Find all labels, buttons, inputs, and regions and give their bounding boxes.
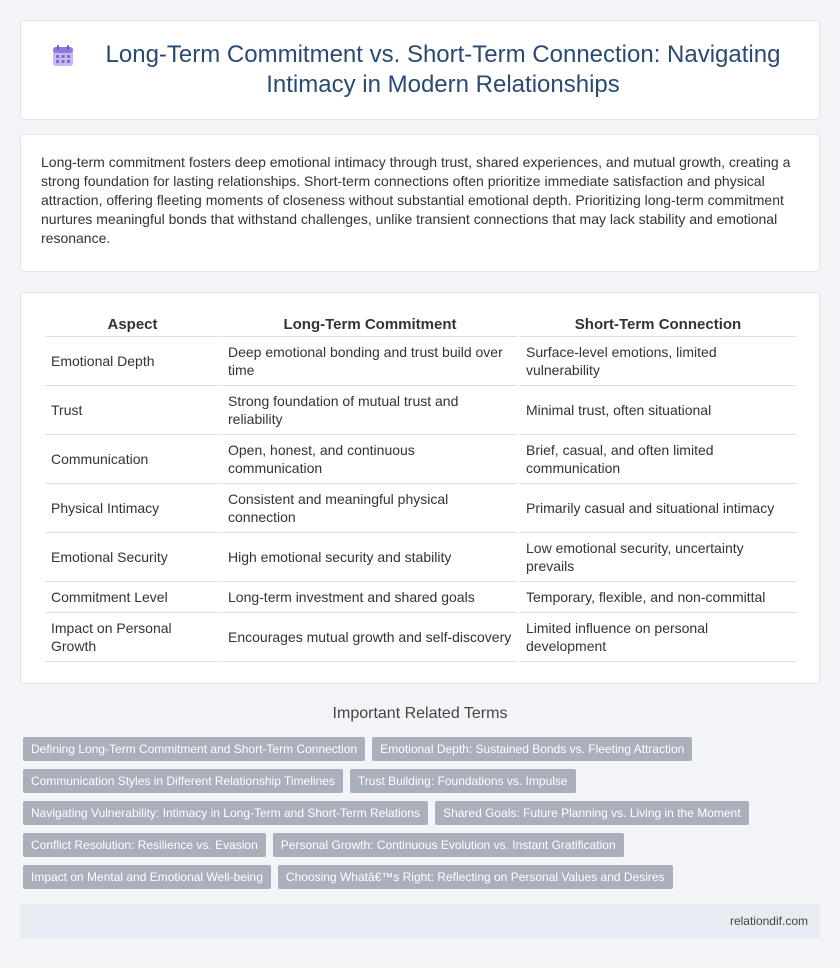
table-cell: Minimal trust, often situational [520, 386, 796, 435]
tag-row [23, 769, 813, 793]
table-cell: Emotional Depth [45, 337, 220, 386]
table-cell: Low emotional security, uncertainty prevails [520, 533, 796, 582]
table-row [45, 533, 796, 582]
related-term-tag[interactable]: Defining Long-Term Commitment and Short-Term Connection [23, 737, 365, 761]
related-term-tag[interactable]: Communication Styles in Different Relationship Timelines [23, 769, 343, 793]
tag-row [23, 833, 813, 857]
related-term-tag[interactable]: Navigating Vulnerability: Intimacy in Long-Term and Short-Term Relations [23, 801, 428, 825]
table-row [45, 337, 796, 386]
footer [20, 904, 820, 938]
table-cell: Impact on Personal Growth [45, 613, 220, 662]
related-term-tag[interactable]: Personal Growth: Continuous Evolution vs. Instant Gratification [273, 833, 624, 857]
table-cell: Long-term investment and shared goals [222, 582, 518, 613]
table-cell: Strong foundation of mutual trust and reliability [222, 386, 518, 435]
column-header: Long-Term Commitment [222, 315, 518, 337]
table-header-row [45, 315, 796, 337]
table-cell: Temporary, flexible, and non-committal [520, 582, 796, 613]
related-term-tag[interactable]: Choosing Whatâ€™s Right: Reflecting on Personal Values and Desires [278, 865, 673, 889]
table-cell: Surface-level emotions, limited vulnerability [520, 337, 796, 386]
table-row [45, 386, 796, 435]
table-row [45, 582, 796, 613]
column-header: Short-Term Connection [520, 315, 796, 337]
table-cell: Physical Intimacy [45, 484, 220, 533]
comparison-table [43, 315, 798, 662]
table-row [45, 484, 796, 533]
related-term-tag[interactable]: Impact on Mental and Emotional Well-being [23, 865, 271, 889]
table-cell: Encourages mutual growth and self-discovery [222, 613, 518, 662]
table-cell: High emotional security and stability [222, 533, 518, 582]
table-cell: Open, honest, and continuous communication [222, 435, 518, 484]
table-row [45, 435, 796, 484]
header-card [20, 20, 820, 120]
table-cell: Consistent and meaningful physical connection [222, 484, 518, 533]
column-header: Aspect [45, 315, 220, 337]
related-terms-heading: Important Related Terms [332, 705, 508, 722]
table-cell: Primarily casual and situational intimacy [520, 484, 796, 533]
table-cell: Brief, casual, and often limited communication [520, 435, 796, 484]
related-terms-list [23, 737, 813, 897]
intro-paragraph: Long-term commitment fosters deep emotional intimacy through trust, shared experiences, and mutual growth, creating a strong foundation for lasting relationships. Short-term connections often prioritize immediate satisfaction and physical attraction, offering fleeting moments of closeness without substantial emotional depth. Prioritizing long-term commitment nurtures meaningful bonds that withstand challenges, unlike transient connections that may lack stability and emotional resonance. [41, 154, 791, 246]
table-cell: Trust [45, 386, 220, 435]
table-cell: Limited influence on personal development [520, 613, 796, 662]
related-term-tag[interactable]: Conflict Resolution: Resilience vs. Evasion [23, 833, 266, 857]
calendar-grid-icon [51, 44, 75, 68]
tag-row [23, 737, 813, 761]
tag-row [23, 801, 813, 825]
intro-card [20, 134, 820, 272]
table-cell: Commitment Level [45, 582, 220, 613]
table-cell: Deep emotional bonding and trust build over time [222, 337, 518, 386]
table-cell: Emotional Security [45, 533, 220, 582]
table-row [45, 613, 796, 662]
related-term-tag[interactable]: Shared Goals: Future Planning vs. Living in the Moment [435, 801, 749, 825]
tag-row [23, 865, 813, 889]
comparison-card [20, 292, 820, 684]
table-cell: Communication [45, 435, 220, 484]
related-term-tag[interactable]: Trust Building: Foundations vs. Impulse [350, 769, 576, 793]
footer-site-link[interactable]: relationdif.com [729, 914, 808, 928]
page-title: Long-Term Commitment vs. Short-Term Connection: Navigating Intimacy in Modern Relationships [105, 41, 781, 98]
related-term-tag[interactable]: Emotional Depth: Sustained Bonds vs. Fleeting Attraction [372, 737, 692, 761]
